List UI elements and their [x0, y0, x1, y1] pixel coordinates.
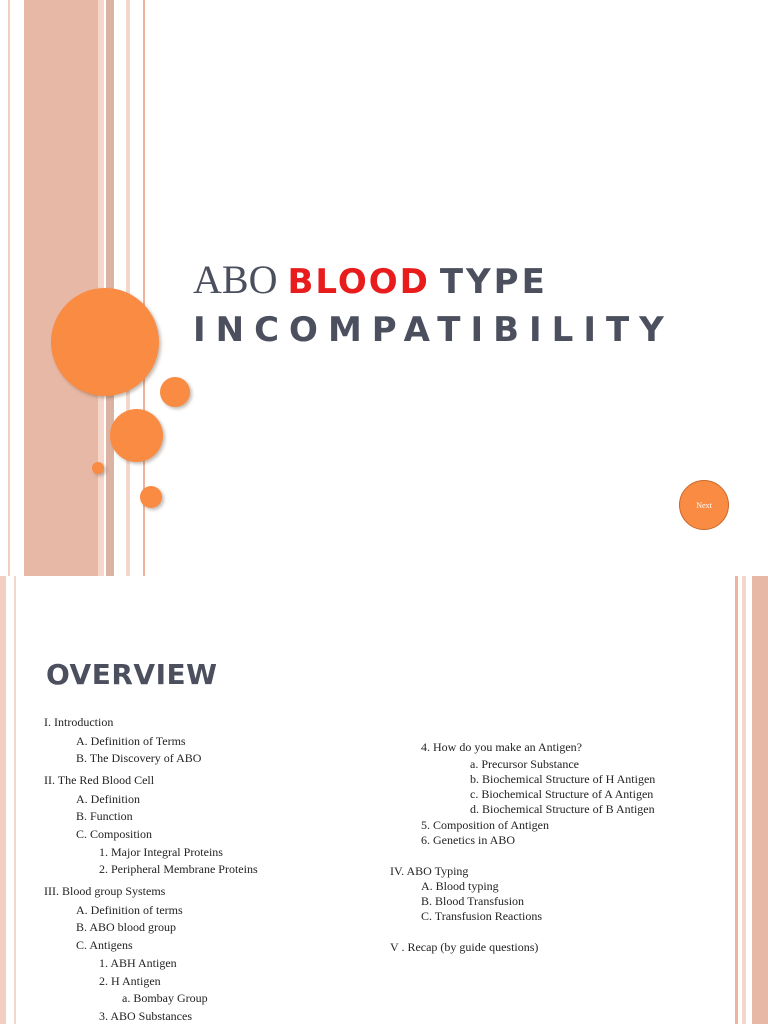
- decorative-band: [126, 0, 130, 576]
- outline-item: II. The Red Blood Cell: [44, 773, 155, 787]
- decorative-circle: [140, 486, 162, 508]
- outline-item: B. Function: [76, 809, 133, 823]
- decorative-circle-small: [92, 462, 104, 474]
- title-abo: ABO: [193, 257, 278, 302]
- outline-item: c. Biochemical Structure of A Antigen: [470, 787, 654, 801]
- outline-item: III. Blood group Systems: [44, 884, 166, 898]
- outline-item: A. Definition of terms: [76, 903, 183, 917]
- outline-item: C. Transfusion Reactions: [421, 909, 543, 923]
- decorative-band: [24, 0, 98, 576]
- slide-title-line-1: [193, 256, 548, 303]
- outline-item: 2. H Antigen: [99, 974, 161, 988]
- outline-item: 1. Major Integral Proteins: [99, 845, 223, 859]
- outline-item: a. Precursor Substance: [470, 757, 579, 771]
- slide-title-line-2: INCOMPATIBILITY: [193, 310, 674, 350]
- outline-item: 1. ABH Antigen: [99, 956, 177, 970]
- outline-item: a. Bombay Group: [122, 991, 208, 1005]
- overview-title: OVERVIEW: [46, 658, 218, 691]
- outline-item: B. The Discovery of ABO: [76, 751, 202, 765]
- outline-item: I. Introduction: [44, 715, 114, 729]
- decorative-band: [742, 576, 746, 1024]
- decorative-band: [8, 0, 10, 576]
- outline-item: b. Biochemical Structure of H Antigen: [470, 772, 656, 786]
- outline-item: B. Blood Transfusion: [421, 894, 525, 908]
- decorative-band: [752, 576, 768, 1024]
- outline-item: C. Antigens: [76, 938, 133, 952]
- outline-item: IV. ABO Typing: [390, 864, 469, 878]
- outline-item: A. Blood typing: [421, 879, 499, 893]
- decorative-circle-large: [51, 288, 159, 396]
- decorative-band: [735, 576, 738, 1024]
- overview-slide: [0, 576, 768, 1024]
- outline-item: A. Definition: [76, 792, 140, 806]
- next-button-label: Next: [696, 500, 712, 510]
- outline-item: 2. Peripheral Membrane Proteins: [99, 862, 258, 876]
- outline-item: 5. Composition of Antigen: [421, 818, 550, 832]
- outline-item: 3. ABO Substances: [99, 1009, 192, 1023]
- decorative-band: [0, 576, 6, 1024]
- decorative-circle: [160, 377, 190, 407]
- title-type: TYPE: [439, 262, 548, 302]
- outline-item: C. Composition: [76, 827, 153, 841]
- outline-item: 4. How do you make an Antigen?: [421, 740, 582, 754]
- outline-item: d. Biochemical Structure of B Antigen: [470, 802, 655, 816]
- outline-item: V . Recap (by guide questions): [390, 940, 539, 954]
- decorative-band: [14, 576, 16, 1024]
- title-blood: BLOOD: [287, 262, 430, 302]
- outline-item: A. Definition of Terms: [76, 734, 186, 748]
- next-button[interactable]: [679, 480, 729, 530]
- outline-item: B. ABO blood group: [76, 920, 177, 934]
- decorative-circle: [110, 409, 163, 462]
- outline-item: 6. Genetics in ABO: [421, 833, 515, 847]
